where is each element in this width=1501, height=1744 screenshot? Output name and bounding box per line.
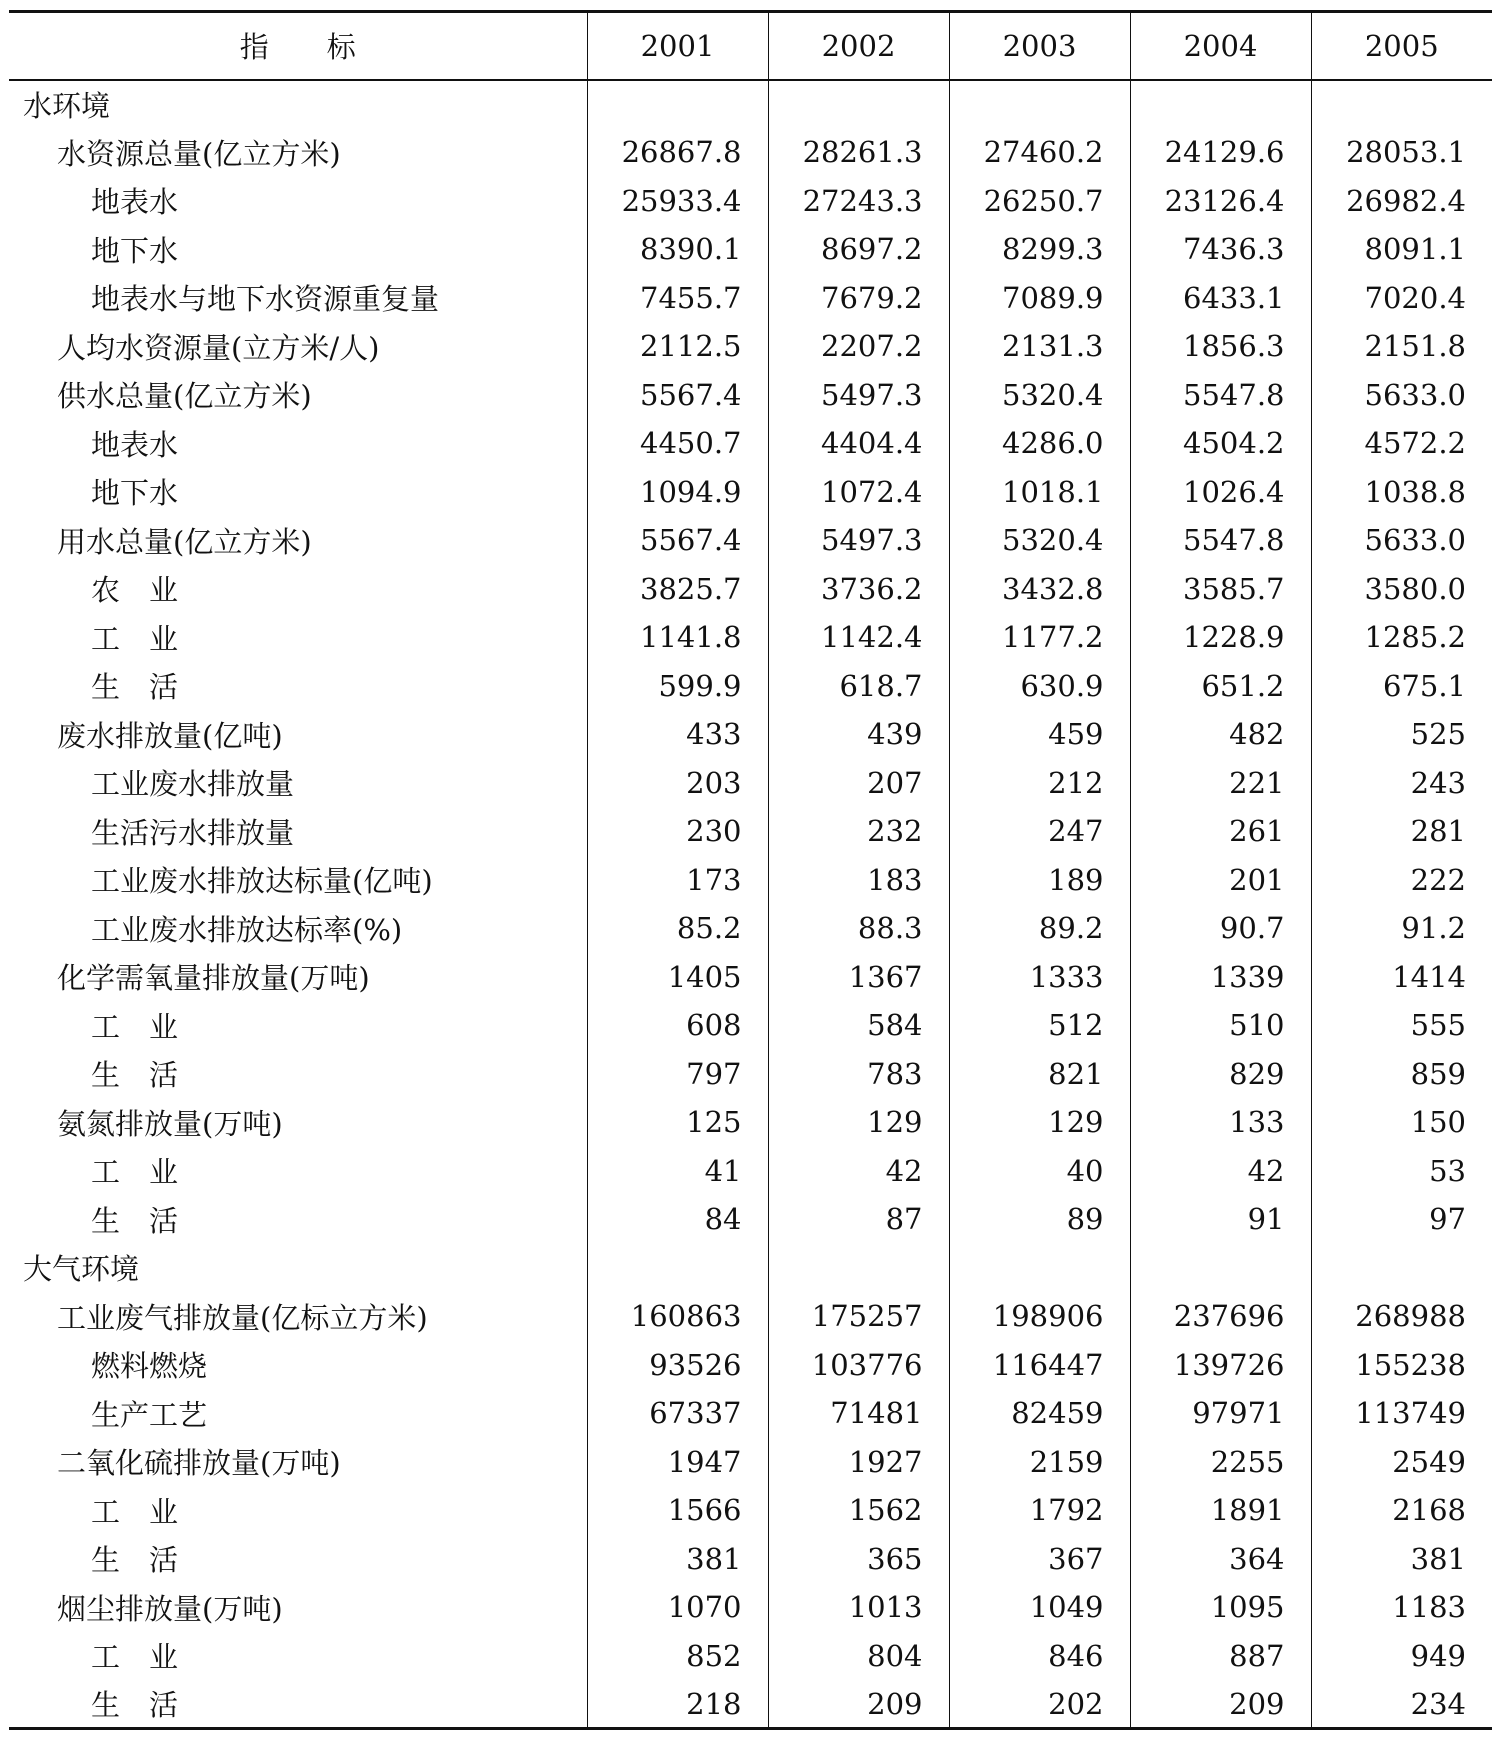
row-label: 生产工艺 <box>91 1397 208 1432</box>
cell-value: 90.7 <box>1130 904 1311 953</box>
cell-value: 7455.7 <box>587 274 768 323</box>
cell-value: 247 <box>949 807 1130 856</box>
table-row <box>9 274 1492 323</box>
cell-value: 189 <box>949 856 1130 905</box>
cell-value: 2168 <box>1311 1486 1492 1535</box>
cell-value: 221 <box>1130 759 1311 808</box>
cell-value: 512 <box>949 1001 1130 1050</box>
table-row <box>9 710 1492 759</box>
cell-value: 212 <box>949 759 1130 808</box>
cell-value: 281 <box>1311 807 1492 856</box>
cell-value: 91 <box>1130 1195 1311 1244</box>
cell-value: 846 <box>949 1632 1130 1681</box>
header-indicator: 指 标 <box>9 12 587 80</box>
header-year-2003: 2003 <box>949 12 1130 80</box>
cell-value: 4404.4 <box>768 419 949 468</box>
cell-value: 2549 <box>1311 1438 1492 1487</box>
cell-value: 367 <box>949 1535 1130 1584</box>
cell-value: 261 <box>1130 807 1311 856</box>
cell-value: 116447 <box>949 1341 1130 1390</box>
cell-value: 175257 <box>768 1292 949 1341</box>
cell-value: 5567.4 <box>587 371 768 420</box>
cell-value: 608 <box>587 1001 768 1050</box>
table-body <box>9 80 1492 1729</box>
cell-value: 7089.9 <box>949 274 1130 323</box>
cell-value: 125 <box>587 1098 768 1147</box>
cell-value: 91.2 <box>1311 904 1492 953</box>
table-row <box>9 322 1492 371</box>
cell-value <box>1311 80 1492 129</box>
cell-value: 1141.8 <box>587 613 768 662</box>
cell-value: 89.2 <box>949 904 1130 953</box>
cell-value: 232 <box>768 807 949 856</box>
table-row <box>9 371 1492 420</box>
cell-value: 1038.8 <box>1311 468 1492 517</box>
cell-value: 365 <box>768 1535 949 1584</box>
cell-value: 5633.0 <box>1311 516 1492 565</box>
cell-value: 5567.4 <box>587 516 768 565</box>
table-row <box>9 1486 1492 1535</box>
cell-value: 5547.8 <box>1130 516 1311 565</box>
cell-value <box>1311 1244 1492 1293</box>
cell-value: 482 <box>1130 710 1311 759</box>
cell-value: 1947 <box>587 1438 768 1487</box>
cell-value: 27460.2 <box>949 128 1130 177</box>
cell-value: 3825.7 <box>587 565 768 614</box>
cell-value: 1562 <box>768 1486 949 1535</box>
cell-value: 797 <box>587 1050 768 1099</box>
cell-value: 1183 <box>1311 1583 1492 1632</box>
cell-value <box>1130 80 1311 129</box>
cell-value: 5320.4 <box>949 371 1130 420</box>
cell-value: 1339 <box>1130 953 1311 1002</box>
row-label: 工 业 <box>91 1640 179 1675</box>
row-label: 化学需氧量排放量(万吨) <box>57 961 370 996</box>
cell-value: 24129.6 <box>1130 128 1311 177</box>
row-label: 农 业 <box>91 573 179 608</box>
cell-value: 2159 <box>949 1438 1130 1487</box>
table-row <box>9 1438 1492 1487</box>
cell-value: 6433.1 <box>1130 274 1311 323</box>
table-row <box>9 419 1492 468</box>
cell-value: 5497.3 <box>768 371 949 420</box>
row-label: 生活污水排放量 <box>91 815 295 850</box>
cell-value: 8390.1 <box>587 225 768 274</box>
cell-value: 2131.3 <box>949 322 1130 371</box>
cell-value: 88.3 <box>768 904 949 953</box>
cell-value: 89 <box>949 1195 1130 1244</box>
row-label: 二氧化硫排放量(万吨) <box>57 1446 341 1481</box>
cell-value: 887 <box>1130 1632 1311 1681</box>
cell-value: 268988 <box>1311 1292 1492 1341</box>
cell-value: 230 <box>587 807 768 856</box>
cell-value: 1070 <box>587 1583 768 1632</box>
cell-value: 26250.7 <box>949 177 1130 226</box>
table-row <box>9 468 1492 517</box>
row-label: 废水排放量(亿吨) <box>57 718 283 753</box>
cell-value: 829 <box>1130 1050 1311 1099</box>
row-label: 水环境 <box>23 88 111 123</box>
cell-value: 3432.8 <box>949 565 1130 614</box>
table-row <box>9 1098 1492 1147</box>
cell-value: 675.1 <box>1311 662 1492 711</box>
cell-value <box>949 1244 1130 1293</box>
cell-value: 97971 <box>1130 1389 1311 1438</box>
cell-value <box>1130 1244 1311 1293</box>
cell-value: 160863 <box>587 1292 768 1341</box>
cell-value: 4504.2 <box>1130 419 1311 468</box>
cell-value: 3736.2 <box>768 565 949 614</box>
cell-value: 2255 <box>1130 1438 1311 1487</box>
cell-value: 364 <box>1130 1535 1311 1584</box>
cell-value: 93526 <box>587 1341 768 1390</box>
cell-value: 129 <box>768 1098 949 1147</box>
cell-value: 173 <box>587 856 768 905</box>
cell-value: 5547.8 <box>1130 371 1311 420</box>
cell-value: 67337 <box>587 1389 768 1438</box>
cell-value: 7020.4 <box>1311 274 1492 323</box>
cell-value <box>768 80 949 129</box>
table-row <box>9 1389 1492 1438</box>
cell-value: 7436.3 <box>1130 225 1311 274</box>
cell-value: 1891 <box>1130 1486 1311 1535</box>
table-row <box>9 662 1492 711</box>
cell-value: 53 <box>1311 1147 1492 1196</box>
cell-value: 1927 <box>768 1438 949 1487</box>
cell-value: 84 <box>587 1195 768 1244</box>
cell-value: 1013 <box>768 1583 949 1632</box>
cell-value: 1414 <box>1311 953 1492 1002</box>
cell-value: 949 <box>1311 1632 1492 1681</box>
cell-value: 525 <box>1311 710 1492 759</box>
cell-value: 5633.0 <box>1311 371 1492 420</box>
cell-value: 555 <box>1311 1001 1492 1050</box>
table-row <box>9 1244 1492 1293</box>
table-row <box>9 177 1492 226</box>
cell-value: 3585.7 <box>1130 565 1311 614</box>
cell-value: 87 <box>768 1195 949 1244</box>
cell-value: 82459 <box>949 1389 1130 1438</box>
row-label: 人均水资源量(立方米/人) <box>57 330 380 365</box>
cell-value: 618.7 <box>768 662 949 711</box>
row-label: 工 业 <box>91 1494 179 1529</box>
cell-value: 183 <box>768 856 949 905</box>
cell-value: 1566 <box>587 1486 768 1535</box>
cell-value: 1856.3 <box>1130 322 1311 371</box>
cell-value: 8299.3 <box>949 225 1130 274</box>
cell-value: 25933.4 <box>587 177 768 226</box>
table-row <box>9 807 1492 856</box>
table-row <box>9 1195 1492 1244</box>
row-label: 工 业 <box>91 621 179 656</box>
cell-value: 103776 <box>768 1341 949 1390</box>
cell-value: 7679.2 <box>768 274 949 323</box>
row-label: 地表水 <box>91 427 179 462</box>
table-row <box>9 1050 1492 1099</box>
cell-value: 4286.0 <box>949 419 1130 468</box>
cell-value: 783 <box>768 1050 949 1099</box>
cell-value: 1367 <box>768 953 949 1002</box>
cell-value: 630.9 <box>949 662 1130 711</box>
table-row <box>9 1583 1492 1632</box>
table-row <box>9 225 1492 274</box>
cell-value: 201 <box>1130 856 1311 905</box>
cell-value: 821 <box>949 1050 1130 1099</box>
cell-value: 584 <box>768 1001 949 1050</box>
row-label: 燃料燃烧 <box>91 1349 208 1384</box>
cell-value: 8091.1 <box>1311 225 1492 274</box>
row-label: 地下水 <box>91 233 179 268</box>
cell-value: 237696 <box>1130 1292 1311 1341</box>
header-year-2001: 2001 <box>587 12 768 80</box>
row-label: 工 业 <box>91 1155 179 1190</box>
cell-value: 1072.4 <box>768 468 949 517</box>
cell-value: 2207.2 <box>768 322 949 371</box>
table-row <box>9 1680 1492 1729</box>
row-label: 地下水 <box>91 476 179 511</box>
cell-value: 1228.9 <box>1130 613 1311 662</box>
cell-value: 1049 <box>949 1583 1130 1632</box>
cell-value: 804 <box>768 1632 949 1681</box>
row-label: 地表水与地下水资源重复量 <box>91 282 440 317</box>
cell-value: 8697.2 <box>768 225 949 274</box>
cell-value: 85.2 <box>587 904 768 953</box>
table-row <box>9 856 1492 905</box>
row-label: 工业废水排放达标率(%) <box>91 912 403 947</box>
header-row <box>9 12 1492 80</box>
cell-value: 218 <box>587 1680 768 1729</box>
cell-value <box>587 1244 768 1293</box>
table-row <box>9 1147 1492 1196</box>
cell-value: 40 <box>949 1147 1130 1196</box>
table-row <box>9 759 1492 808</box>
cell-value: 113749 <box>1311 1389 1492 1438</box>
row-label: 生 活 <box>91 670 179 705</box>
row-label: 水资源总量(亿立方米) <box>57 136 341 171</box>
row-label: 用水总量(亿立方米) <box>57 524 312 559</box>
table-row <box>9 80 1492 129</box>
cell-value: 42 <box>1130 1147 1311 1196</box>
cell-value <box>587 80 768 129</box>
cell-value: 42 <box>768 1147 949 1196</box>
row-label: 工业废气排放量(亿标立方米) <box>57 1300 428 1335</box>
cell-value: 139726 <box>1130 1341 1311 1390</box>
table-header <box>9 12 1492 80</box>
header-year-2004: 2004 <box>1130 12 1311 80</box>
environment-statistics-table <box>9 10 1492 1730</box>
cell-value: 202 <box>949 1680 1130 1729</box>
cell-value: 97 <box>1311 1195 1492 1244</box>
cell-value: 203 <box>587 759 768 808</box>
cell-value: 381 <box>587 1535 768 1584</box>
cell-value: 1405 <box>587 953 768 1002</box>
table-row <box>9 1632 1492 1681</box>
cell-value: 510 <box>1130 1001 1311 1050</box>
cell-value: 209 <box>768 1680 949 1729</box>
table-row <box>9 613 1492 662</box>
cell-value: 3580.0 <box>1311 565 1492 614</box>
cell-value: 4450.7 <box>587 419 768 468</box>
cell-value: 234 <box>1311 1680 1492 1729</box>
cell-value: 439 <box>768 710 949 759</box>
cell-value: 23126.4 <box>1130 177 1311 226</box>
row-label: 生 活 <box>91 1058 179 1093</box>
cell-value: 1018.1 <box>949 468 1130 517</box>
cell-value: 5320.4 <box>949 516 1130 565</box>
table-row <box>9 1341 1492 1390</box>
cell-value: 209 <box>1130 1680 1311 1729</box>
cell-value: 27243.3 <box>768 177 949 226</box>
cell-value: 207 <box>768 759 949 808</box>
cell-value: 2112.5 <box>587 322 768 371</box>
cell-value: 28261.3 <box>768 128 949 177</box>
cell-value: 859 <box>1311 1050 1492 1099</box>
table-row <box>9 904 1492 953</box>
table-row <box>9 953 1492 1002</box>
table-row <box>9 516 1492 565</box>
cell-value: 133 <box>1130 1098 1311 1147</box>
cell-value: 28053.1 <box>1311 128 1492 177</box>
cell-value: 1095 <box>1130 1583 1311 1632</box>
cell-value: 852 <box>587 1632 768 1681</box>
cell-value: 243 <box>1311 759 1492 808</box>
cell-value: 599.9 <box>587 662 768 711</box>
cell-value: 41 <box>587 1147 768 1196</box>
table-row <box>9 1292 1492 1341</box>
cell-value: 1026.4 <box>1130 468 1311 517</box>
row-label: 生 活 <box>9 1680 587 1729</box>
cell-value: 26982.4 <box>1311 177 1492 226</box>
cell-value: 155238 <box>1311 1341 1492 1390</box>
cell-value: 198906 <box>949 1292 1130 1341</box>
row-label: 烟尘排放量(万吨) <box>57 1591 283 1626</box>
cell-value: 1333 <box>949 953 1130 1002</box>
row-label: 生 活 <box>91 1203 179 1238</box>
cell-value: 433 <box>587 710 768 759</box>
table-row <box>9 1001 1492 1050</box>
row-label: 工业废水排放量 <box>91 767 295 802</box>
header-year-2002: 2002 <box>768 12 949 80</box>
table-row <box>9 128 1492 177</box>
cell-value: 129 <box>949 1098 1130 1147</box>
statistics-table-container <box>9 10 1492 1730</box>
cell-value: 1792 <box>949 1486 1130 1535</box>
table-row <box>9 565 1492 614</box>
row-label: 工 业 <box>91 1009 179 1044</box>
cell-value: 5497.3 <box>768 516 949 565</box>
cell-value: 459 <box>949 710 1130 759</box>
cell-value: 71481 <box>768 1389 949 1438</box>
cell-value: 651.2 <box>1130 662 1311 711</box>
cell-value: 222 <box>1311 856 1492 905</box>
cell-value: 4572.2 <box>1311 419 1492 468</box>
cell-value: 2151.8 <box>1311 322 1492 371</box>
row-label: 工业废水排放达标量(亿吨) <box>91 864 433 899</box>
cell-value: 150 <box>1311 1098 1492 1147</box>
row-label: 供水总量(亿立方米) <box>57 379 312 414</box>
cell-value <box>768 1244 949 1293</box>
row-label: 生 活 <box>91 1543 179 1578</box>
cell-value: 381 <box>1311 1535 1492 1584</box>
table-row <box>9 1535 1492 1584</box>
row-label: 地表水 <box>91 185 179 220</box>
cell-value: 26867.8 <box>587 128 768 177</box>
cell-value: 1142.4 <box>768 613 949 662</box>
row-label: 大气环境 <box>23 1252 140 1287</box>
cell-value <box>949 80 1130 129</box>
cell-value: 1285.2 <box>1311 613 1492 662</box>
header-year-2005: 2005 <box>1311 12 1492 80</box>
row-label: 氨氮排放量(万吨) <box>57 1106 283 1141</box>
cell-value: 1094.9 <box>587 468 768 517</box>
cell-value: 1177.2 <box>949 613 1130 662</box>
